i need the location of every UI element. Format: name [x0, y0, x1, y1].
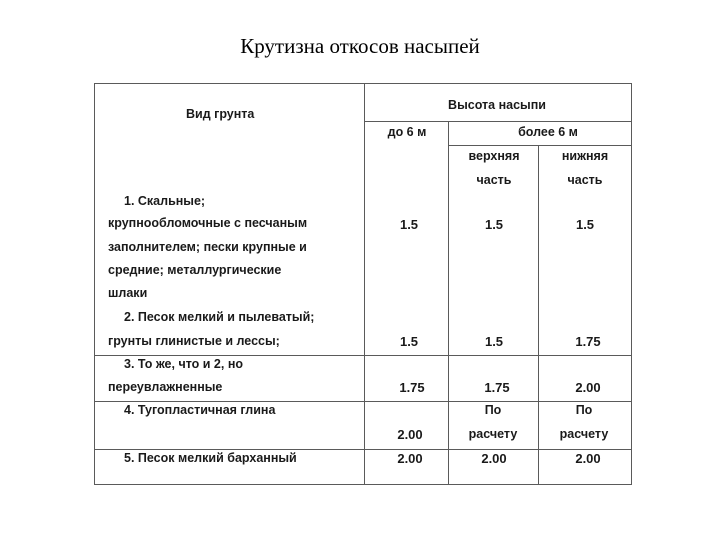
table-border-left	[94, 83, 95, 485]
header-upper-part: часть	[476, 173, 512, 187]
row-1-soil: средние; металлургические	[108, 263, 282, 277]
table-rule	[94, 449, 632, 450]
row-3-soil: переувлажненные	[108, 380, 223, 394]
row-4-upper: По	[484, 403, 502, 417]
row-1-soil: 1. Скальные;	[124, 194, 206, 208]
header-lower-part: нижняя	[561, 149, 609, 163]
header-fill-height: Высота насыпи	[448, 98, 546, 112]
header-up-to-6m: до 6 м	[387, 125, 427, 139]
table-rule	[364, 121, 632, 122]
row-5-up-to-6m: 2.00	[397, 451, 423, 466]
row-2-up-to-6m: 1.5	[399, 334, 419, 349]
row-4-soil: 4. Тугопластичная глина	[124, 403, 276, 417]
table-column-rule	[538, 145, 539, 485]
row-3-up-to-6m: 1.75	[399, 380, 425, 395]
row-3-lower: 2.00	[575, 380, 601, 395]
header-soil-type: Вид грунта	[186, 107, 255, 121]
table-border-right	[631, 83, 632, 485]
row-4-upper: расчету	[468, 427, 518, 441]
table-border-top	[94, 83, 632, 84]
row-1-soil: заполнителем; пески крупные и	[108, 240, 307, 254]
row-1-soil: крупнообломочные с песчаным	[108, 216, 308, 230]
row-4-up-to-6m: 2.00	[397, 427, 423, 442]
row-5-lower: 2.00	[575, 451, 601, 466]
row-3-upper: 1.75	[484, 380, 510, 395]
header-lower-part: часть	[567, 173, 603, 187]
row-2-upper: 1.5	[484, 334, 504, 349]
row-1-lower: 1.5	[575, 217, 595, 232]
row-4-lower: По	[575, 403, 593, 417]
table-rule	[94, 355, 632, 356]
table-rule	[94, 401, 632, 402]
row-4-lower: расчету	[559, 427, 609, 441]
row-1-soil: шлаки	[108, 286, 148, 300]
header-upper-part: верхняя	[468, 149, 520, 163]
row-3-soil: 3. То же, что и 2, но	[124, 357, 244, 371]
row-2-lower: 1.75	[575, 334, 601, 349]
row-5-soil: 5. Песок мелкий барханный	[124, 451, 297, 465]
table-border-bottom	[94, 484, 632, 485]
page-title: Крутизна откосов насыпей	[240, 34, 480, 58]
table-column-rule	[448, 121, 449, 485]
row-1-upper: 1.5	[484, 217, 504, 232]
row-2-soil: 2. Песок мелкий и пылеватый;	[124, 310, 315, 324]
row-2-soil: грунты глинистые и лессы;	[108, 334, 280, 348]
table-rule	[448, 145, 632, 146]
table-column-rule	[364, 83, 365, 485]
header-over-6m: более 6 м	[518, 125, 578, 139]
row-5-upper: 2.00	[481, 451, 507, 466]
row-1-up-to-6m: 1.5	[399, 217, 419, 232]
